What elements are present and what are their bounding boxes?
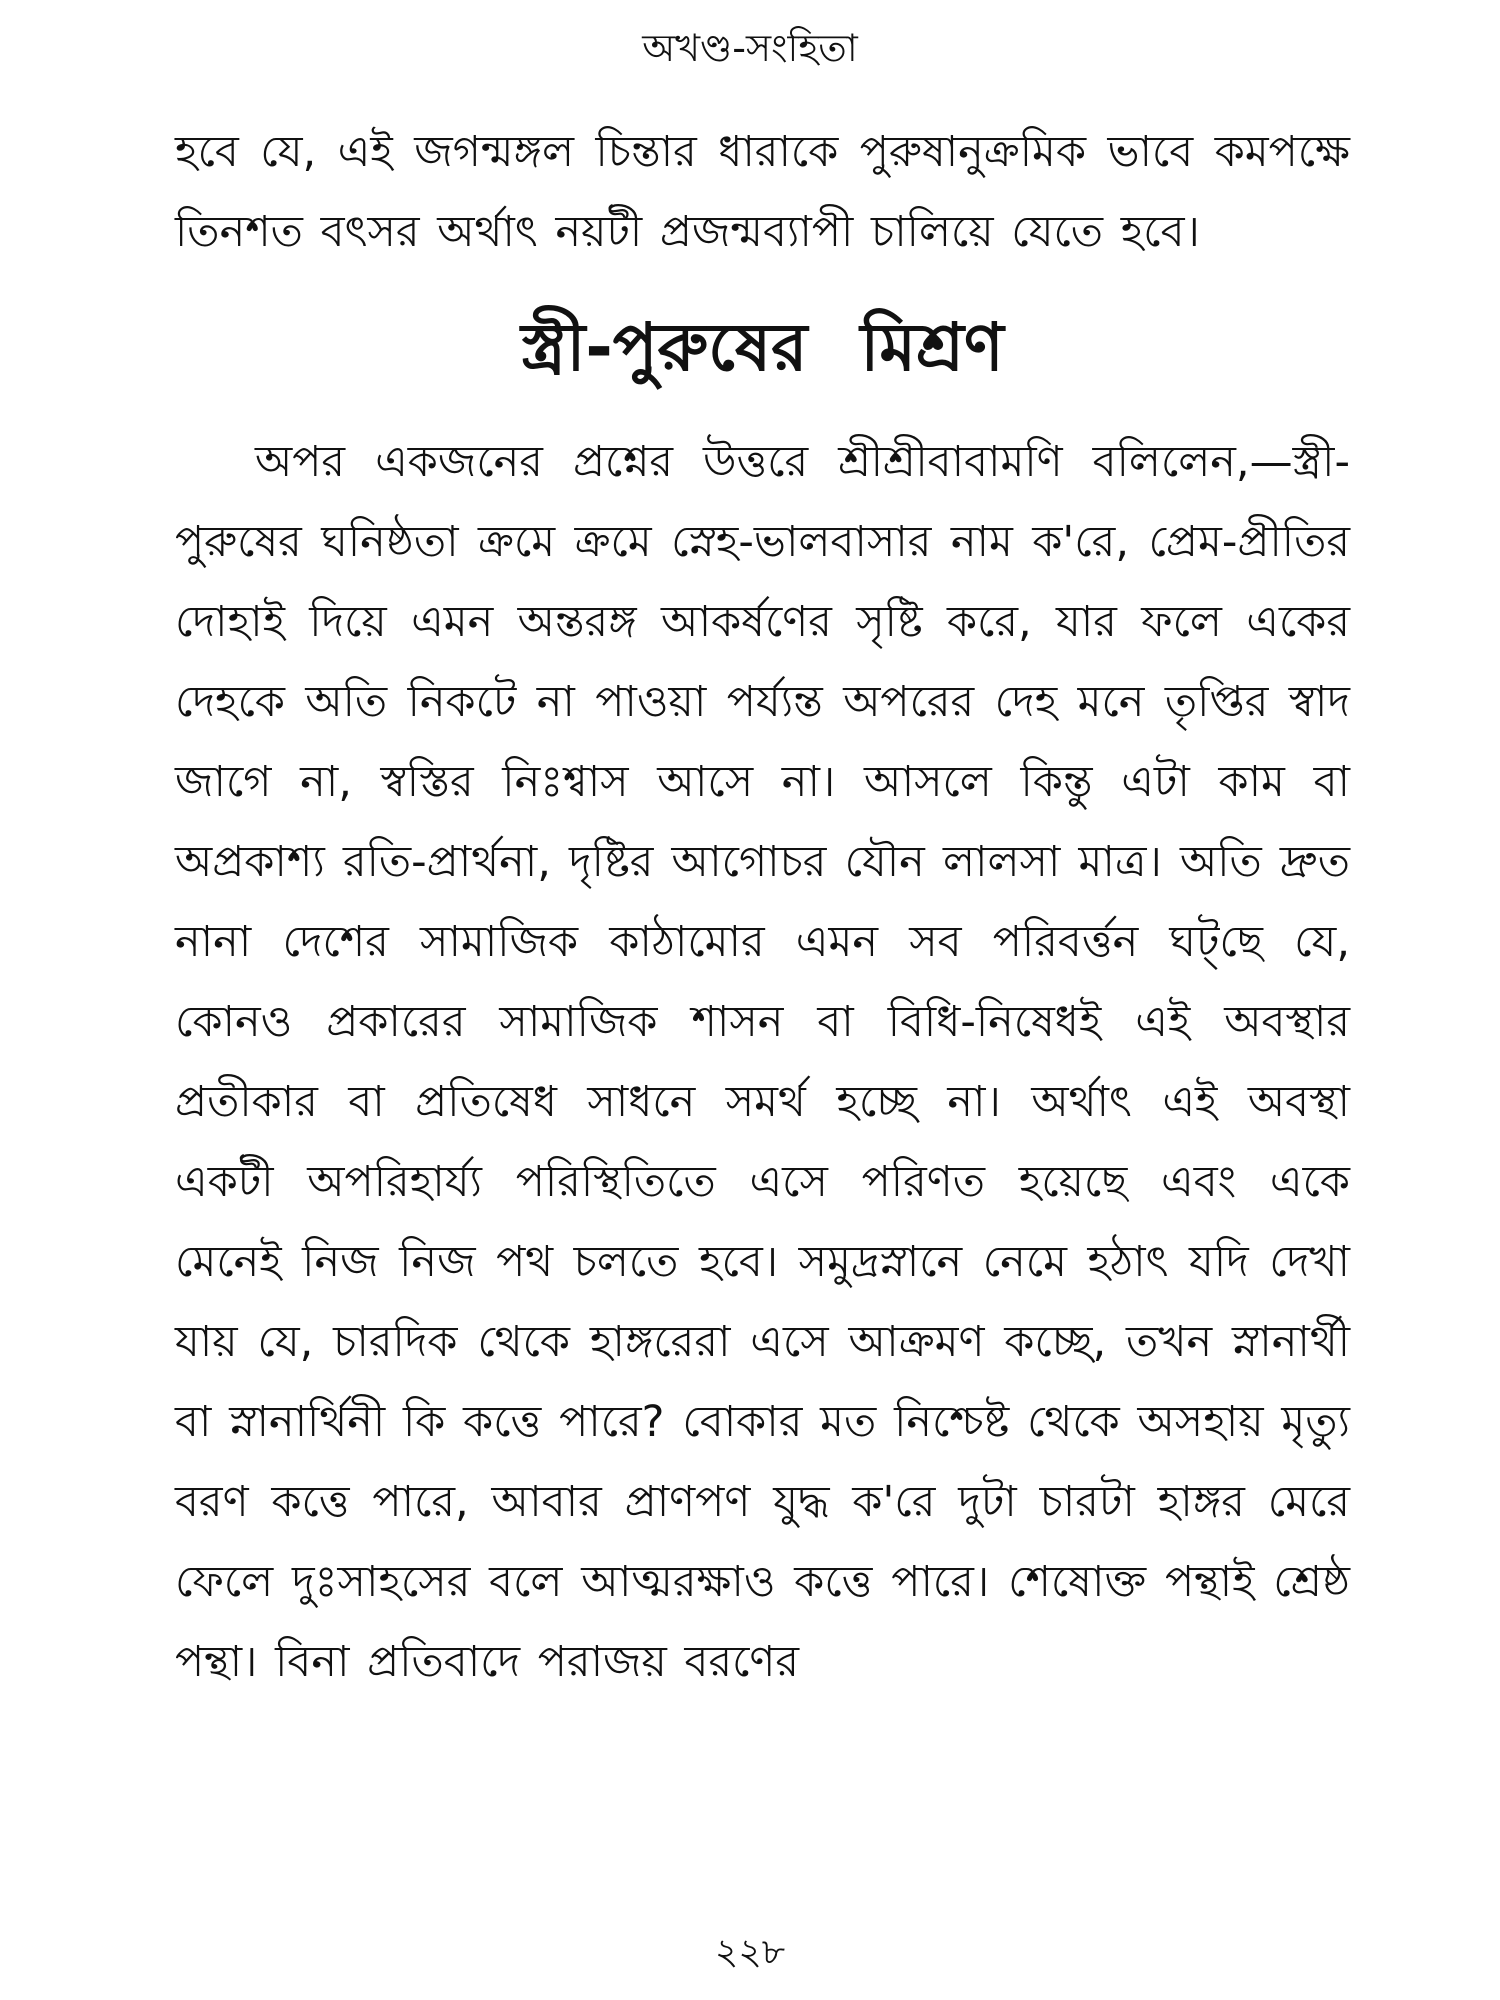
section-heading: স্ত্রী-পুরুষের মিশ্রণ	[521, 309, 1004, 386]
paragraph-main: অপর একজনের প্রশ্নের উত্তরে শ্রীশ্রীবাবামণি বলিলেন,—স্ত্রী-পুরুষের ঘনিষ্ঠতা ক্রমে ক্রমে স্নেহ-ভালবাসার নাম ক'রে, প্রেম-প্রীতির দোহাই দিয়ে এমন অন্তরঙ্গ আকর্ষণের সৃষ্টি করে, যার ফলে একের দেহকে অতি নিকটে না পাওয়া পর্য্যন্ত অপরের দেহ মনে তৃপ্তির স্বাদ জাগে না, স্বস্তির নিঃশ্বাস আসে না। আসলে কিন্তু এটা কাম বা অপ্রকাশ্য রতি-প্রার্থনা, দৃষ্টির আগোচর যৌন লালসা মাত্র। অতি দ্রুত নানা দেশের সামাজিক কাঠামোর এমন সব পরিবর্ত্তন ঘট্‌ছে যে, কোনও প্রকারের সামাজিক শাসন বা বিধি-নিষেধই এই অবস্থার প্রতীকার বা প্রতিষেধ সাধনে সমর্থ হচ্ছে না। অর্থাৎ এই অবস্থা একটী অপরিহার্য্য পরিস্থিতিতে এসে পরিণত হয়েছে এবং একে মেনেই নিজ নিজ পথ চলতে হবে। সমুদ্রস্নানে নেমে হঠাৎ যদি দেখা যায় যে, চারদিক থেকে হাঙ্গরেরা এসে আক্রমণ কচ্ছে, তখন স্নানার্থী বা স্নানার্থিনী কি কত্তে পারে? বোকার মত নিশ্চেষ্ট থেকে অসহায় মৃত্যু বরণ কত্তে পারে, আবার প্রাণপণ যুদ্ধ ক'রে দুটা চারটা হাঙ্গর মেরে ফেলে দুঃসাহসের বলে আত্মরক্ষাও কত্তে পারে। শেষোক্ত পন্থাই শ্রেষ্ঠ পন্থা। বিনা প্রতিবাদে পরাজয় বরণের	[175, 437, 1350, 1687]
body-text	[175, 112, 1350, 1702]
running-head: অখণ্ড-সংহিতা	[642, 26, 858, 70]
page-number: ২২৮	[714, 1932, 786, 1973]
paragraph-continued: হবে যে, এই জগন্মঙ্গল চিন্তার ধারাকে পুরুষানুক্রমিক ভাবে কমপক্ষে তিনশত বৎসর অর্থাৎ নয়টী প্রজন্মব্যাপী চালিয়ে যেতে হবে।	[175, 127, 1350, 257]
